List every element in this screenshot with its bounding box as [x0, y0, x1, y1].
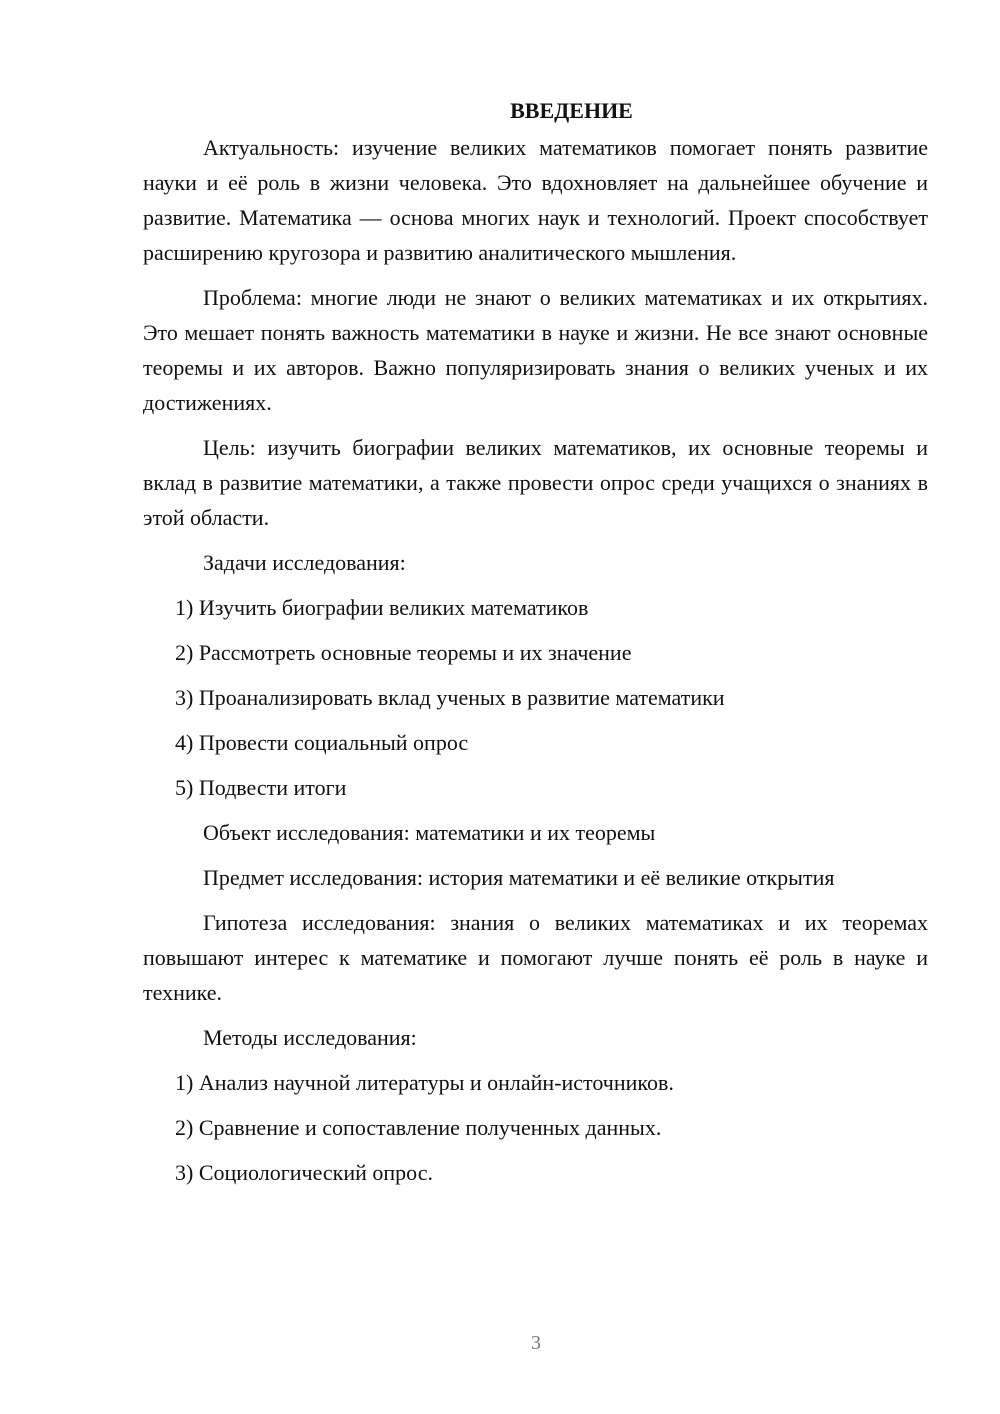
problem-paragraph: Проблема: многие люди не знают о великих математиках и их открытиях. Это мешает понять важность математики в науке и жизни. Не все знают основные теоремы и их авторов. Важно популяризировать знания о великих ученых и их достижениях. [143, 285, 928, 415]
relevance-paragraph: Актуальность: изучение великих математиков помогает понять развитие науки и её роль в жизни человека. Это вдохновляет на дальнейшее обучение и развитие. Математика — основа многих наук и технологий. Проект способствует расширению кругозора и развитию аналитического мышления. [143, 135, 928, 265]
list-item: 1) Анализ научной литературы и онлайн-источников. [175, 1070, 674, 1095]
tasks-list [143, 590, 928, 805]
page-content [143, 93, 928, 1200]
list-item: 2) Рассмотреть основные теоремы и их значение [175, 640, 632, 665]
page-title: ВВЕДЕНИЕ [510, 98, 633, 123]
hypothesis-paragraph: Гипотеза исследования: знания о великих математиках и их теоремах повышают интерес к математике и помогают лучше понять её роль в науке и технике. [143, 910, 928, 1005]
methods-list [143, 1065, 928, 1190]
methods-heading: Методы исследования: [203, 1025, 417, 1050]
list-item: 2) Сравнение и сопоставление полученных данных. [175, 1115, 662, 1140]
list-item: 5) Подвести итоги [175, 775, 347, 800]
list-item: 1) Изучить биографии великих математиков [175, 595, 589, 620]
list-item: 3) Проанализировать вклад ученых в развитие математики [175, 685, 725, 710]
goal-paragraph: Цель: изучить биографии великих математиков, их основные теоремы и вклад в развитие математики, а также провести опрос среди учащихся о знаниях в этой области. [143, 435, 928, 530]
tasks-heading: Задачи исследования: [203, 550, 406, 575]
list-item: 4) Провести социальный опрос [175, 730, 469, 755]
research-subject: Предмет исследования: история математики и её великие открытия [203, 865, 835, 890]
list-item: 3) Социологический опрос. [175, 1160, 433, 1185]
page-number: 3 [531, 1332, 541, 1354]
research-object: Объект исследования: математики и их теоремы [203, 820, 656, 845]
